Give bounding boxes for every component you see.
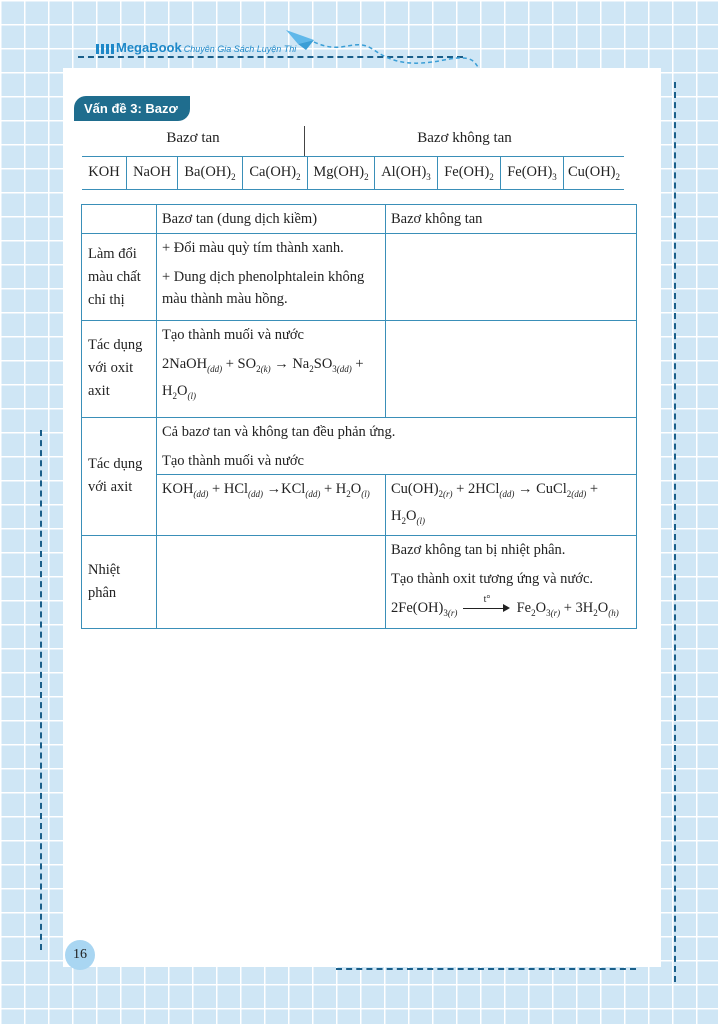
- base-formula: KOH: [82, 157, 127, 189]
- base-formula: $Cu(OH)_2$: [567, 164, 621, 182]
- base-formula-row: [82, 156, 624, 190]
- section-title: Vấn đề 3: Bazơ: [74, 96, 190, 121]
- table-row: [82, 234, 637, 321]
- cell-acidic-oxide-insoluble: [386, 321, 637, 418]
- page-number: 16: [65, 940, 95, 970]
- thermal-line: Tạo thành oxit tương ứng và nước.: [391, 570, 594, 587]
- cell-thermal-insoluble: [386, 535, 637, 628]
- table-header-soluble: Bazơ tan (dung dịch kiềm): [157, 205, 386, 234]
- dashed-frame-left: [40, 430, 42, 950]
- brand-name: MegaBook: [116, 40, 182, 55]
- brand-logo: [96, 40, 296, 55]
- row-label-acid: Tác dụng với axit: [82, 417, 157, 535]
- indicator-line: + Đổi màu quỳ tím thành xanh.: [162, 240, 344, 256]
- cell-indicator-soluble: [157, 234, 386, 321]
- equation-feoh3-decomposition: $2Fe(OH)_{3(r)}$ t° $Fe_2O_{3(r)} + 3H_2O_{(h)}$: [391, 594, 619, 618]
- cell-acid-shared: [157, 417, 637, 474]
- heat-arrow-icon: t°: [463, 601, 511, 615]
- base-formula: NaOH: [127, 157, 178, 189]
- table-row: [82, 321, 637, 418]
- dashed-frame-bottom: [336, 968, 636, 970]
- table-header-row: [82, 205, 637, 234]
- acid-line: Tạo thành muối và nước: [162, 452, 304, 469]
- base-formula: $Fe(OH)_3$: [501, 157, 564, 189]
- cell-thermal-soluble: [157, 535, 386, 628]
- base-formula: $Fe(OH)_2$: [438, 157, 501, 189]
- equation-cuoh2-hcl: $Cu(OH)_{2(r)} + 2HCl_{(dd)}$ → CuCl$_{2(dd)}$ + $H_2O_{(l)}$: [386, 474, 637, 535]
- dashed-frame-right: [674, 82, 676, 982]
- table-header-empty: [82, 205, 157, 234]
- cell-indicator-insoluble: [386, 234, 637, 321]
- row-label-acidic-oxide: Tác dụng với oxit axit: [82, 321, 157, 418]
- equation-naoh-so2: 2NaOH$_{(dd)}$ + $SO_{2(k)} \to Na_2SO_{3(dd)} + H_2O_{(l)}$: [162, 356, 364, 401]
- base-properties-table: [81, 204, 637, 629]
- base-formula: $Al(OH)_3$: [375, 157, 438, 189]
- base-formula: $Ba(OH)_2$: [178, 157, 243, 189]
- acidic-oxide-line: Tạo thành muối và nước: [162, 327, 304, 343]
- base-formula: $Ca(OH)_2$: [243, 157, 308, 189]
- brand-tagline: Chuyên Gia Sách Luyện Thi: [183, 44, 297, 54]
- indicator-line: + Dung dịch phenolphtalein không màu thành màu hồng.: [162, 269, 365, 307]
- table-row: [82, 417, 637, 474]
- soluble-base-label: Bazơ tan: [82, 126, 305, 156]
- thermal-line: Bazơ không tan bị nhiệt phân.: [391, 541, 566, 558]
- equation-koh-hcl: $KOH_{(dd)} + HCl_{(dd)} \to KCl_{(dd)} + H_2O_{(l)}$: [157, 474, 386, 535]
- logo-bars-icon: [96, 44, 114, 54]
- table-row: [82, 535, 637, 628]
- base-formula: $Mg(OH)_2$: [308, 157, 375, 189]
- row-label-thermal: Nhiệt phân: [82, 535, 157, 628]
- base-classification: [82, 126, 624, 190]
- row-label-indicator: Làm đổi màu chất chỉ thị: [82, 234, 157, 321]
- acid-line: Cả bazơ tan và không tan đều phản ứng.: [162, 423, 396, 440]
- insoluble-base-label: Bazơ không tan: [417, 130, 512, 146]
- table-row: [82, 474, 637, 535]
- cell-acidic-oxide-soluble: [157, 321, 386, 418]
- table-header-insoluble: Bazơ không tan: [386, 205, 637, 234]
